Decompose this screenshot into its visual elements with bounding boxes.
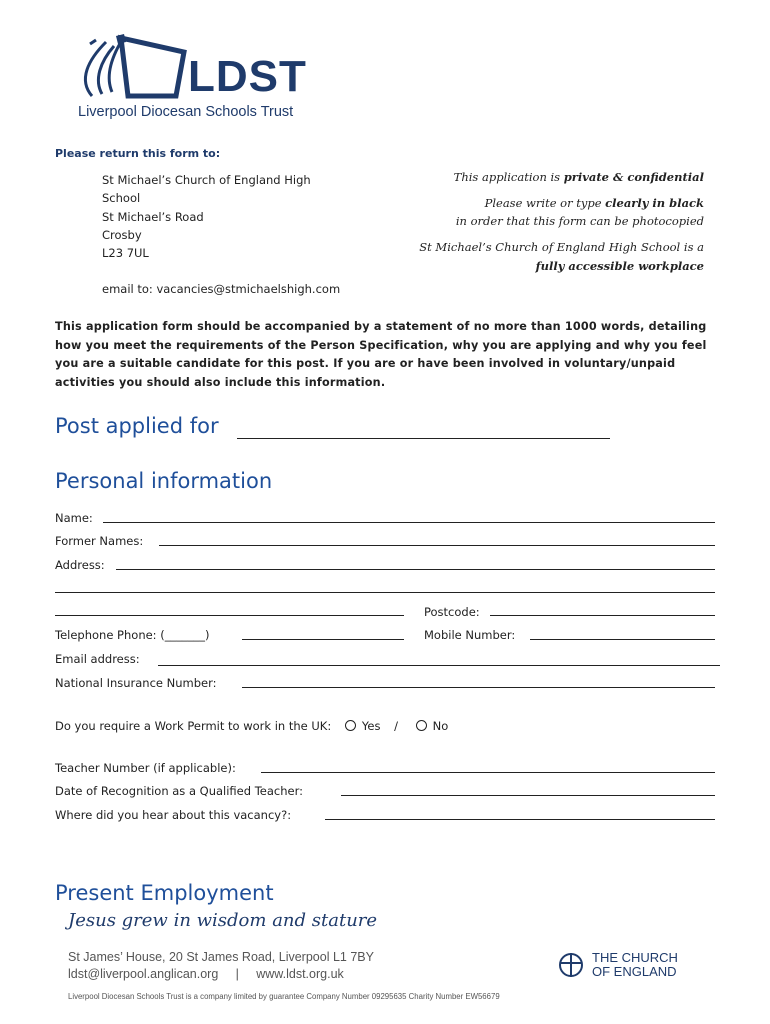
telephone-input-line[interactable] [242,639,404,640]
accessible-note-bold: fully accessible workplace [535,259,704,273]
address-input-line-1[interactable] [116,569,715,570]
ni-label: National Insurance Number: [55,676,217,690]
work-permit-question [55,719,448,733]
vacancy-source-input-line[interactable] [325,819,715,820]
address-line: St Michael’s Road [102,209,204,224]
former-names-input-line[interactable] [159,545,715,546]
ldst-logo-text: LDST [188,52,307,101]
mobile-label: Mobile Number: [424,628,516,642]
ldst-logo-subtitle: Liverpool Diocesan Schools Trust [78,104,294,120]
address-label: Address: [55,558,105,572]
email-input-line[interactable] [158,665,720,666]
footer-motto: Jesus grew in wisdom and stature [68,910,378,931]
return-email: email to: vacancies@stmichaelshigh.com [102,282,341,296]
teacher-number-input-line[interactable] [261,772,715,773]
postcode-input-line[interactable] [490,615,715,616]
intro-paragraph: This application form should be accompanied by a statement of no more than 1000 words, detailing how you meet the requirements of the Person Specification, why you are applying and why you feel you are a suitable candidate for this post. If you are or have been involved in voluntary/unpaid activities you should also include this information. [55,320,707,389]
address-line: School [102,191,141,206]
address-line: L23 7UL [102,246,149,261]
personal-info-heading: Personal information [55,469,273,493]
radio-no-icon[interactable] [416,720,427,731]
name-label: Name: [55,511,93,525]
vacancy-source-label: Where did you hear about this vacancy?: [55,808,292,822]
address-input-line-2[interactable] [55,592,715,593]
qts-date-input-line[interactable] [341,795,715,796]
radio-yes-icon[interactable] [345,720,356,731]
footer-address: St James’ House, 20 St James Road, Liverpool L1 7BY [68,950,374,964]
former-names-label: Former Names: [55,534,144,548]
email-label: Email address: [55,652,140,666]
accessible-note: St Michael’s Church of England High School is a [419,240,704,254]
present-employment-heading: Present Employment [55,881,274,905]
ni-input-line[interactable] [242,687,715,688]
telephone-label: Telephone Phone: (_______) [55,628,210,642]
return-heading: Please return this form to: [55,147,221,160]
qts-date-label: Date of Recognition as a Qualified Teacher: [55,784,303,798]
mobile-input-line[interactable] [530,639,715,640]
option-separator: / [394,719,398,733]
work-permit-no-option[interactable]: No [416,719,449,733]
footer-contact: ldst@liverpool.anglican.org | www.ldst.org.uk [68,967,344,981]
name-input-line[interactable] [103,522,715,523]
postcode-label: Postcode: [424,605,480,619]
teacher-number-label: Teacher Number (if applicable): [55,761,236,775]
address-line: St Michael’s Church of England High [102,173,311,187]
work-permit-label: Do you require a Work Permit to work in the UK: [55,719,332,733]
post-applied-label: Post applied for [55,414,219,438]
work-permit-yes-option[interactable]: Yes [345,719,381,733]
private-note: This application is private & confidential [453,170,704,184]
church-of-england-logo-icon [557,951,585,979]
footer-legal: Liverpool Diocesan Schools Trust is a company limited by guarantee Company Number 09295635 Charity Number EW56679 [68,992,500,1001]
church-of-england-wordmark: THE CHURCH OF ENGLAND [592,950,678,979]
post-applied-input-line[interactable] [237,438,610,439]
return-address [102,171,311,262]
address-input-line-3[interactable] [55,615,404,616]
write-note: Please write or type clearly in black [484,196,704,210]
address-line: Crosby [102,227,142,242]
photocopy-note: in order that this form can be photocopied [455,214,704,228]
